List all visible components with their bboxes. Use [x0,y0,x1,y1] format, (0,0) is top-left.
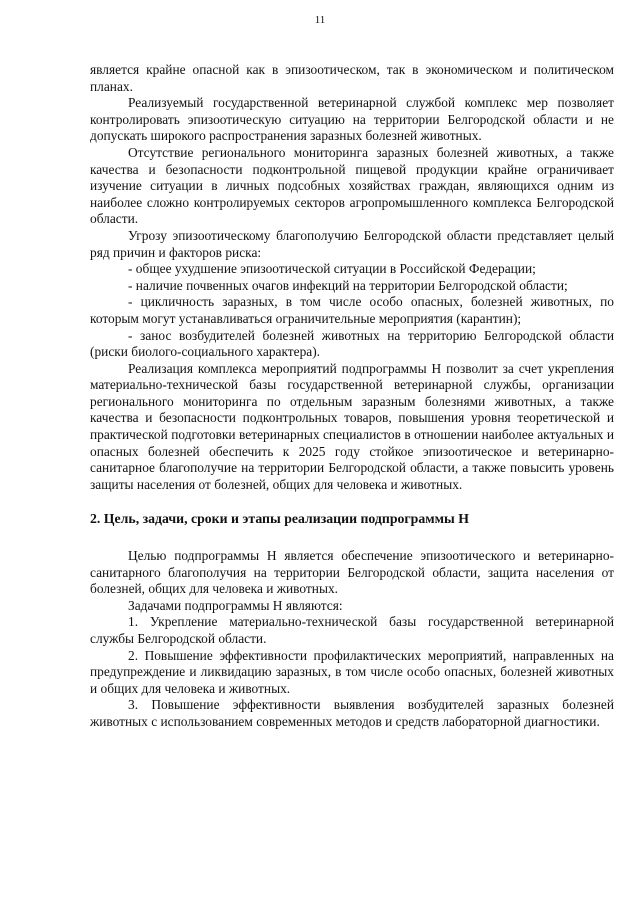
section-heading: 2. Цель, задачи, сроки и этапы реализации подпрограммы Н [90,511,470,527]
page-number: 11 [314,14,326,26]
paragraph: Реализуемый государственной ветеринарной службой комплекс мер позволяет контролировать эпизоотическую ситуацию на территории Белгородской области и не допускать широкого распространения заразных болезней животных. [90,95,614,144]
paragraph: 1. Укрепление материально-технической базы государственной ветеринарной службы Белгородской области. [90,614,614,646]
paragraph: 2. Повышение эффективности профилактических мероприятий, направленных на предупреждение и ликвидацию заразных, в том числе особо опасных, болезней животных и общих для человека и животных. [90,647,614,696]
section-intro [90,62,614,493]
paragraph: 3. Повышение эффективности выявления возбудителей заразных болезней животных с использованием современных методов и средств лабораторной диагностики. [90,697,614,729]
paragraph: - наличие почвенных очагов инфекций на территории Белгородской области; [128,277,568,293]
paragraph: Отсутствие регионального мониторинга заразных болезней животных, а также качества и безопасности подконтрольной пищевой продукции крайне ограничивает изучение ситуации в личных подсобных хозяйствах граждан, являющихся одним из наиболее сложно контролируемых секторов агропромышленного комплекса Белгородской области. [90,144,614,227]
paragraph: Угрозу эпизоотическому благополучию Белгородской области представляет целый ряд причин и факторов риска: [90,227,614,260]
paragraph: Реализация комплекса мероприятий подпрограммы Н позволит за счет укрепления материально-технической базы государственной ветеринарной службы, организации регионального мониторинга по отдельным заразным болезнями животных, а также качества и безопасности подконтрольных товаров, повышения уровня теоретической и практической подготовки ветеринарных специалистов в отношении наиболее актуальных и опасных болезней обеспечить к 2025 году стойкое эпизоотическое и ветеринарно-санитарное благополучие на территории Белгородской области, а также повысить уровень защиты населения от болезней, общих для человека и животных. [90,360,614,492]
paragraph: является крайне опасной как в эпизоотическом, так в экономическом и политическом планах. [90,62,614,94]
paragraph: - цикличность заразных, в том числе особо опасных, болезней животных, по которым могут устанавливаться ограничительные мероприятия (карантин); [90,294,614,326]
paragraph: - общее ухудшение эпизоотической ситуации в Российской Федерации; [128,261,536,277]
paragraph: - занос возбудителей болезней животных на территорию Белгородской области (риски биолого-социального характера). [90,327,614,360]
section-goals [90,548,614,731]
paragraph: Целью подпрограммы Н является обеспечение эпизоотического и ветеринарно-санитарного благополучия на территории Белгородской области, защита населения от болезней, общих для человека и животных. [90,548,614,597]
paragraph: Задачами подпрограммы Н являются: [128,597,343,613]
document-body [90,62,614,731]
